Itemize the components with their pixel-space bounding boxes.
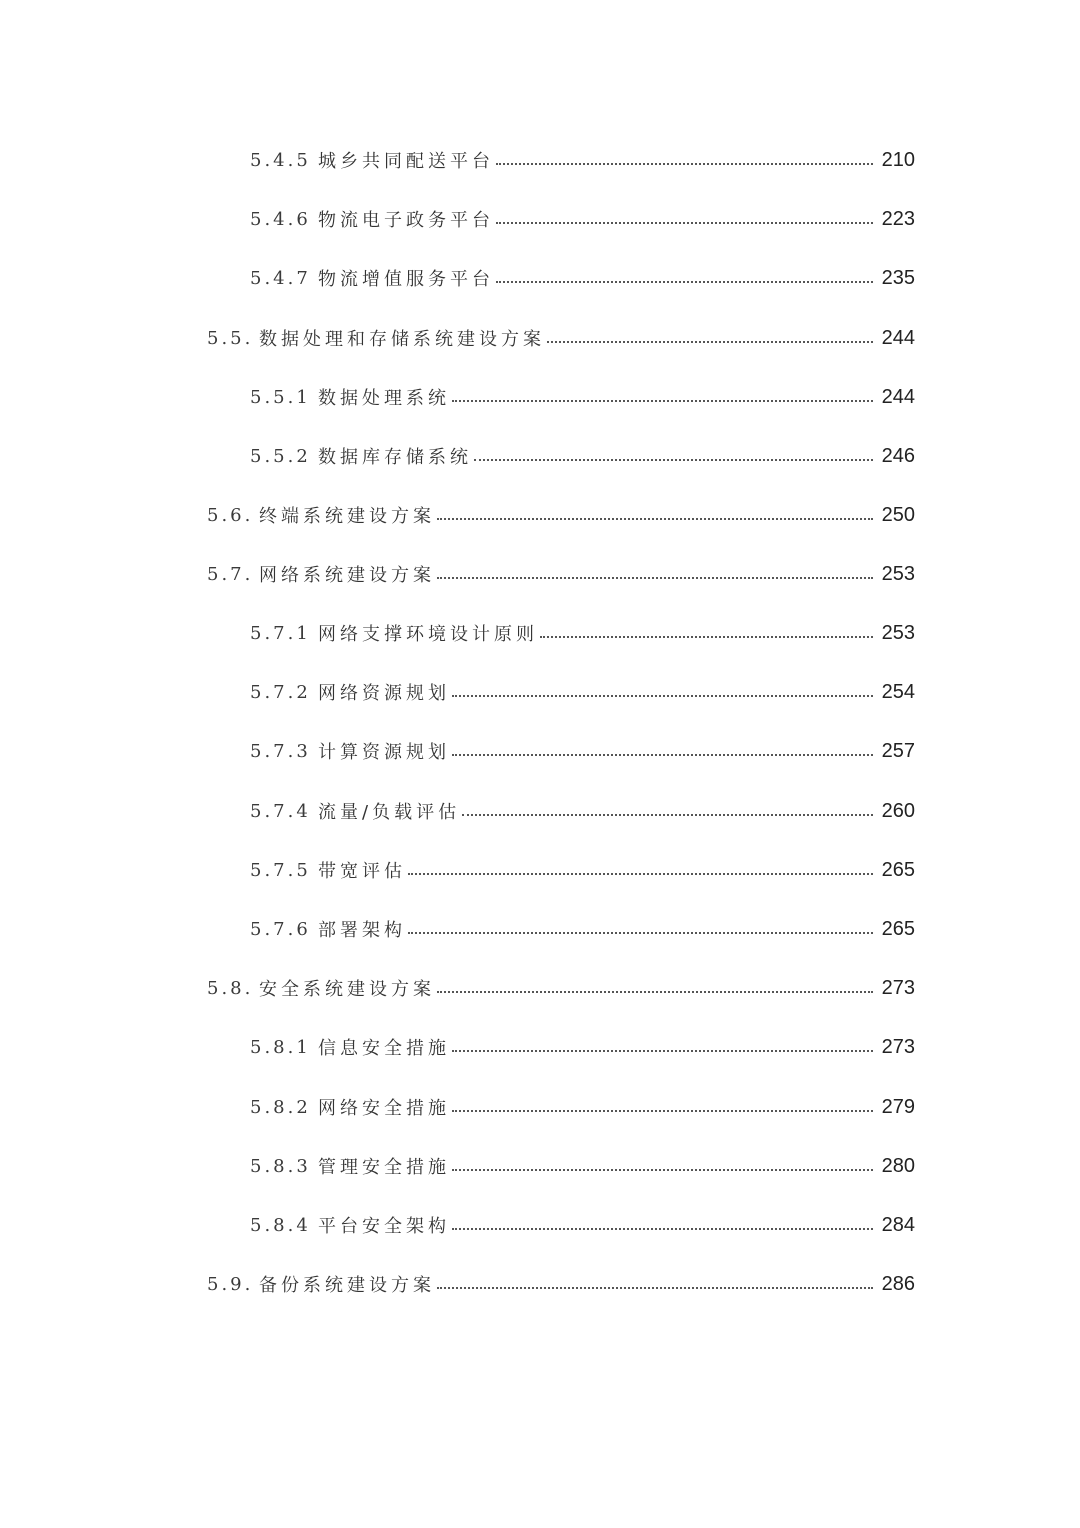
toc-entry-number: 5.4.5 [250, 149, 311, 171]
toc-entry-5-4-7[interactable] [0, 260, 1080, 296]
toc-entry-title: 计算资源规划 [318, 742, 450, 763]
toc-entry-number: 5.7.3 [250, 740, 311, 762]
toc-entry-5-6[interactable] [0, 497, 1080, 533]
toc-entry-5-5-1[interactable] [0, 379, 1080, 415]
toc-entry-number: 5.7.4 [250, 800, 311, 822]
dot-leader [452, 752, 873, 756]
dot-leader [547, 339, 873, 343]
toc-entry-title: 数据库存储系统 [318, 447, 472, 468]
toc-entry-5-8-3[interactable] [0, 1148, 1080, 1184]
toc-entry-5-7-5[interactable] [0, 852, 1080, 888]
toc-entry-title: 备份系统建设方案 [259, 1275, 435, 1296]
toc-entry-title: 物流电子政务平台 [318, 210, 494, 231]
toc-entry-page: 280 [881, 1154, 915, 1177]
toc-entry-title: 流量/负载评估 [318, 802, 461, 823]
dot-leader [474, 457, 873, 461]
toc-entry-page: 235 [881, 266, 915, 289]
dot-leader [540, 634, 873, 638]
toc-entry-number: 5.7.6 [250, 918, 311, 940]
dot-leader [462, 812, 873, 816]
toc-entry-page: 260 [881, 799, 915, 822]
toc-entry-number: 5.7. [207, 563, 254, 585]
toc-entry-number: 5.5.2 [250, 445, 311, 467]
toc-entry-number: 5.8.1 [250, 1036, 311, 1058]
toc-entry-number: 5.8.2 [250, 1096, 311, 1118]
toc-entry-5-9[interactable] [0, 1266, 1080, 1302]
dot-leader [408, 930, 873, 934]
toc-entry-number: 5.8.4 [250, 1214, 311, 1236]
toc-entry-5-7-4[interactable] [0, 793, 1080, 829]
toc-entry-page: 210 [881, 148, 915, 171]
toc-entry-number: 5.6. [207, 504, 254, 526]
toc-entry-5-8-1[interactable] [0, 1029, 1080, 1065]
toc-entry-page: 254 [881, 680, 915, 703]
toc-entry-5-4-5[interactable] [0, 142, 1080, 178]
toc-entry-number: 5.7.2 [250, 681, 311, 703]
toc-entry-title: 网络支撑环境设计原则 [318, 624, 538, 645]
toc-entry-page: 284 [881, 1213, 915, 1236]
toc-entry-title: 信息安全措施 [318, 1038, 450, 1059]
toc-entry-page: 250 [881, 503, 915, 526]
toc-entry-5-8[interactable] [0, 970, 1080, 1006]
toc-entry-page: 273 [881, 1035, 915, 1058]
toc-entry-number: 5.5. [207, 327, 254, 349]
dot-leader [437, 1285, 873, 1289]
toc-entry-5-7-3[interactable] [0, 733, 1080, 769]
toc-entry-title: 城乡共同配送平台 [318, 151, 494, 172]
toc-entry-5-8-4[interactable] [0, 1207, 1080, 1243]
toc-entry-number: 5.4.7 [250, 267, 311, 289]
toc-entry-5-7-1[interactable] [0, 615, 1080, 651]
toc-entry-title: 数据处理和存储系统建设方案 [259, 329, 545, 350]
toc-entry-page: 244 [881, 326, 915, 349]
toc-entry-number: 5.8.3 [250, 1155, 311, 1177]
toc-entry-number: 5.5.1 [250, 386, 311, 408]
toc-entry-title: 物流增值服务平台 [318, 269, 494, 290]
dot-leader [437, 575, 873, 579]
dot-leader [452, 1167, 873, 1171]
toc-entry-page: 223 [881, 207, 915, 230]
dot-leader [452, 1226, 873, 1230]
toc-entry-title: 管理安全措施 [318, 1157, 450, 1178]
toc-entry-page: 265 [881, 858, 915, 881]
toc-entry-page: 279 [881, 1095, 915, 1118]
dot-leader [437, 989, 873, 993]
toc-entry-5-7[interactable] [0, 556, 1080, 592]
dot-leader [496, 220, 873, 224]
toc-entry-page: 257 [881, 739, 915, 762]
toc-entry-title: 数据处理系统 [318, 388, 450, 409]
toc-entry-title: 安全系统建设方案 [259, 979, 435, 1000]
dot-leader [496, 279, 873, 283]
toc-entry-title: 网络资源规划 [318, 683, 450, 704]
toc-entry-5-7-2[interactable] [0, 674, 1080, 710]
dot-leader [452, 693, 873, 697]
toc-entry-title: 网络系统建设方案 [259, 565, 435, 586]
toc-entry-5-4-6[interactable] [0, 201, 1080, 237]
toc-entry-page: 246 [881, 444, 915, 467]
toc-entry-title: 终端系统建设方案 [259, 506, 435, 527]
dot-leader [408, 871, 873, 875]
toc-entry-number: 5.9. [207, 1273, 254, 1295]
dot-leader [452, 398, 873, 402]
toc-entry-title: 带宽评估 [318, 861, 406, 882]
toc-entry-title: 网络安全措施 [318, 1098, 450, 1119]
toc-entry-title: 部署架构 [318, 920, 406, 941]
toc-entry-page: 253 [881, 562, 915, 585]
toc-entry-page: 244 [881, 385, 915, 408]
toc-entry-number: 5.8. [207, 977, 254, 999]
dot-leader [437, 516, 873, 520]
dot-leader [452, 1048, 873, 1052]
toc-entry-5-5[interactable] [0, 320, 1080, 356]
toc-entry-number: 5.7.5 [250, 859, 311, 881]
toc-entry-page: 265 [881, 917, 915, 940]
toc-entry-5-8-2[interactable] [0, 1089, 1080, 1125]
toc-entry-5-7-6[interactable] [0, 911, 1080, 947]
toc-entry-number: 5.7.1 [250, 622, 311, 644]
toc-entry-page: 273 [881, 976, 915, 999]
dot-leader [496, 161, 873, 165]
toc-entry-title: 平台安全架构 [318, 1216, 450, 1237]
dot-leader [452, 1108, 873, 1112]
toc-entry-page: 253 [881, 621, 915, 644]
toc-entry-5-5-2[interactable] [0, 438, 1080, 474]
toc-entry-page: 286 [881, 1272, 915, 1295]
toc-entry-number: 5.4.6 [250, 208, 311, 230]
